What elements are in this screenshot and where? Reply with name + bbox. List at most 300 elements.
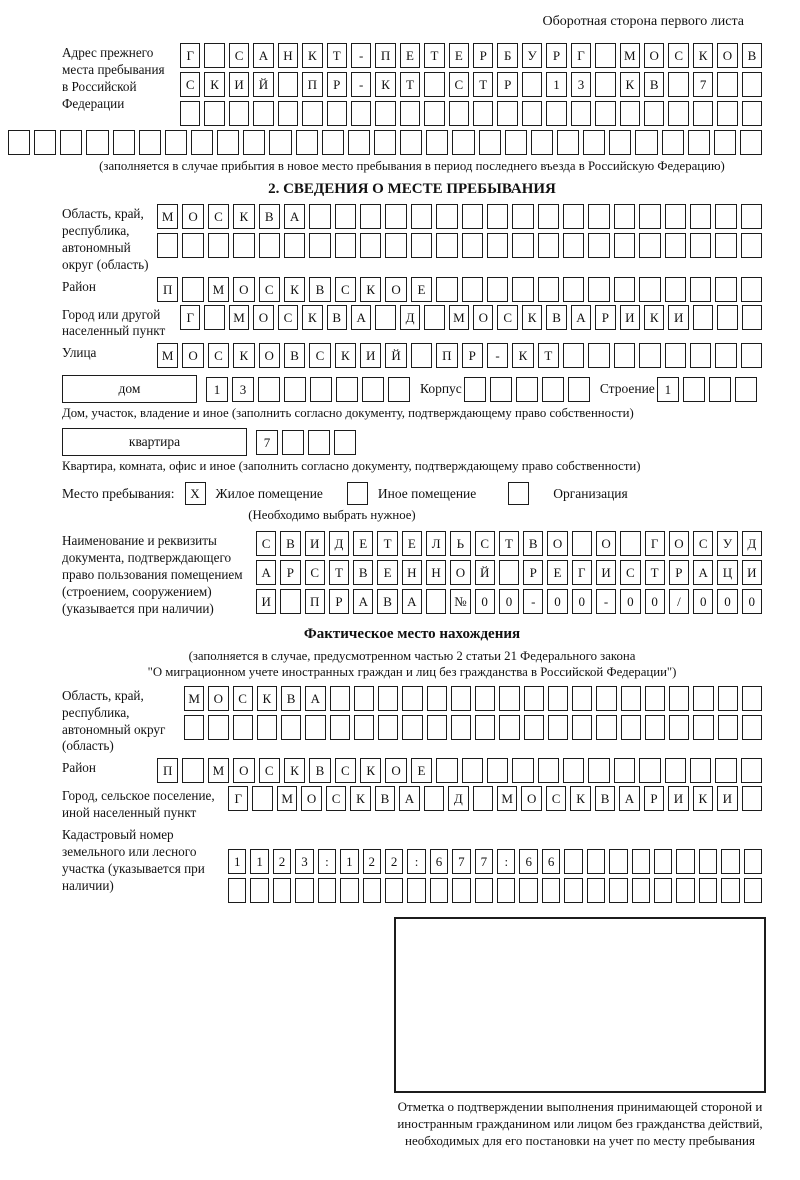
char-box[interactable]: О: [208, 686, 228, 711]
char-box[interactable]: О: [547, 531, 567, 556]
char-box[interactable]: [542, 377, 564, 402]
char-box[interactable]: С: [229, 43, 249, 68]
char-box[interactable]: 3: [295, 849, 313, 874]
char-box[interactable]: С: [259, 277, 280, 302]
char-box[interactable]: [257, 715, 277, 740]
char-box[interactable]: [571, 101, 591, 126]
char-box[interactable]: [654, 878, 672, 903]
char-box[interactable]: [385, 204, 406, 229]
char-box[interactable]: 0: [645, 589, 665, 614]
char-box[interactable]: 0: [717, 589, 737, 614]
char-box[interactable]: 2: [363, 849, 381, 874]
char-box[interactable]: [614, 233, 635, 258]
char-box[interactable]: [259, 233, 280, 258]
char-box[interactable]: [243, 130, 265, 155]
char-box[interactable]: [233, 715, 253, 740]
char-box[interactable]: О: [669, 531, 689, 556]
char-box[interactable]: [302, 101, 322, 126]
char-box[interactable]: В: [377, 589, 397, 614]
char-box[interactable]: [568, 377, 590, 402]
char-box[interactable]: [721, 878, 739, 903]
char-box[interactable]: [388, 377, 410, 402]
char-box[interactable]: С: [208, 343, 229, 368]
char-box[interactable]: К: [360, 758, 381, 783]
char-box[interactable]: [635, 130, 657, 155]
char-box[interactable]: [563, 233, 584, 258]
char-box[interactable]: [233, 233, 254, 258]
char-box[interactable]: [451, 686, 471, 711]
char-box[interactable]: В: [259, 204, 280, 229]
char-box[interactable]: К: [284, 758, 305, 783]
char-box[interactable]: И: [620, 305, 640, 330]
char-box[interactable]: А: [353, 589, 373, 614]
char-box[interactable]: Г: [572, 560, 592, 585]
char-box[interactable]: [139, 130, 161, 155]
char-box[interactable]: П: [302, 72, 322, 97]
char-box[interactable]: [715, 758, 736, 783]
char-box[interactable]: [402, 686, 422, 711]
char-box[interactable]: М: [208, 758, 229, 783]
char-box[interactable]: [487, 233, 508, 258]
char-box[interactable]: [690, 758, 711, 783]
char-box[interactable]: [499, 715, 519, 740]
char-box[interactable]: К: [284, 277, 305, 302]
char-box[interactable]: 1: [546, 72, 566, 97]
char-box[interactable]: Е: [547, 560, 567, 585]
char-box[interactable]: [360, 204, 381, 229]
char-box[interactable]: [639, 758, 660, 783]
char-box[interactable]: М: [157, 343, 178, 368]
char-box[interactable]: [208, 233, 229, 258]
char-box[interactable]: С: [449, 72, 469, 97]
char-box[interactable]: Й: [385, 343, 406, 368]
char-box[interactable]: [424, 72, 444, 97]
char-box[interactable]: 6: [430, 849, 448, 874]
char-box[interactable]: [512, 758, 533, 783]
char-box[interactable]: [487, 758, 508, 783]
char-box[interactable]: 7: [475, 849, 493, 874]
char-box[interactable]: С: [233, 686, 253, 711]
char-box[interactable]: С: [475, 531, 495, 556]
char-box[interactable]: 0: [693, 589, 713, 614]
char-box[interactable]: [596, 686, 616, 711]
char-box[interactable]: [516, 377, 538, 402]
char-box[interactable]: [354, 686, 374, 711]
char-box[interactable]: [690, 343, 711, 368]
char-box[interactable]: [385, 233, 406, 258]
char-box[interactable]: [546, 101, 566, 126]
char-box[interactable]: [665, 233, 686, 258]
char-box[interactable]: Е: [353, 531, 373, 556]
char-box[interactable]: О: [385, 758, 406, 783]
char-box[interactable]: О: [233, 277, 254, 302]
char-box[interactable]: [632, 878, 650, 903]
char-box[interactable]: [614, 343, 635, 368]
stay-type-checkbox-other[interactable]: [347, 482, 368, 505]
char-box[interactable]: Т: [645, 560, 665, 585]
char-box[interactable]: [335, 233, 356, 258]
char-box[interactable]: Е: [402, 531, 422, 556]
char-box[interactable]: М: [229, 305, 249, 330]
char-box[interactable]: В: [353, 560, 373, 585]
char-box[interactable]: А: [253, 43, 273, 68]
char-box[interactable]: Е: [400, 43, 420, 68]
char-box[interactable]: В: [284, 343, 305, 368]
char-box[interactable]: У: [522, 43, 542, 68]
char-box[interactable]: К: [693, 786, 713, 811]
char-box[interactable]: [499, 686, 519, 711]
char-box[interactable]: [538, 758, 559, 783]
char-box[interactable]: [182, 233, 203, 258]
char-box[interactable]: [614, 277, 635, 302]
char-box[interactable]: [427, 715, 447, 740]
char-box[interactable]: [688, 130, 710, 155]
char-box[interactable]: Н: [426, 560, 446, 585]
char-box[interactable]: Н: [402, 560, 422, 585]
char-box[interactable]: [524, 715, 544, 740]
char-box[interactable]: -: [351, 72, 371, 97]
char-box[interactable]: [318, 878, 336, 903]
char-box[interactable]: [665, 343, 686, 368]
char-box[interactable]: Р: [327, 72, 347, 97]
char-box[interactable]: [360, 233, 381, 258]
char-box[interactable]: [487, 277, 508, 302]
char-box[interactable]: Е: [377, 560, 397, 585]
char-box[interactable]: [182, 277, 203, 302]
char-box[interactable]: Р: [462, 343, 483, 368]
char-box[interactable]: 6: [519, 849, 537, 874]
char-box[interactable]: [296, 130, 318, 155]
char-box[interactable]: [335, 204, 356, 229]
char-box[interactable]: [351, 101, 371, 126]
char-box[interactable]: [718, 686, 738, 711]
char-box[interactable]: О: [233, 758, 254, 783]
char-box[interactable]: К: [302, 305, 322, 330]
char-box[interactable]: М: [497, 786, 517, 811]
char-box[interactable]: [180, 101, 200, 126]
char-box[interactable]: [639, 204, 660, 229]
char-box[interactable]: Т: [400, 72, 420, 97]
char-box[interactable]: 3: [232, 377, 254, 402]
char-box[interactable]: [436, 204, 457, 229]
char-box[interactable]: А: [305, 686, 325, 711]
char-box[interactable]: 0: [620, 589, 640, 614]
char-box[interactable]: [665, 758, 686, 783]
char-box[interactable]: М: [620, 43, 640, 68]
char-box[interactable]: Н: [278, 43, 298, 68]
char-box[interactable]: [475, 715, 495, 740]
char-box[interactable]: К: [375, 72, 395, 97]
char-box[interactable]: Т: [329, 560, 349, 585]
char-box[interactable]: О: [473, 305, 493, 330]
char-box[interactable]: П: [375, 43, 395, 68]
char-box[interactable]: М: [449, 305, 469, 330]
char-box[interactable]: [182, 758, 203, 783]
char-box[interactable]: [721, 849, 739, 874]
char-box[interactable]: [436, 233, 457, 258]
char-box[interactable]: [621, 686, 641, 711]
char-box[interactable]: [204, 43, 224, 68]
char-box[interactable]: [718, 715, 738, 740]
char-box[interactable]: [378, 715, 398, 740]
char-box[interactable]: И: [229, 72, 249, 97]
char-box[interactable]: [531, 130, 553, 155]
char-box[interactable]: [217, 130, 239, 155]
char-box[interactable]: В: [523, 531, 543, 556]
char-box[interactable]: [557, 130, 579, 155]
char-box[interactable]: [34, 130, 56, 155]
char-box[interactable]: [348, 130, 370, 155]
char-box[interactable]: О: [182, 204, 203, 229]
char-box[interactable]: [252, 786, 272, 811]
char-box[interactable]: В: [742, 43, 762, 68]
char-box[interactable]: К: [233, 343, 254, 368]
char-box[interactable]: [563, 204, 584, 229]
char-box[interactable]: [693, 305, 713, 330]
char-box[interactable]: [208, 715, 228, 740]
char-box[interactable]: В: [644, 72, 664, 97]
char-box[interactable]: К: [570, 786, 590, 811]
char-box[interactable]: [427, 686, 447, 711]
char-box[interactable]: [563, 758, 584, 783]
char-box[interactable]: [165, 130, 187, 155]
char-box[interactable]: [449, 101, 469, 126]
char-box[interactable]: И: [305, 531, 325, 556]
char-box[interactable]: Р: [669, 560, 689, 585]
char-box[interactable]: [375, 305, 395, 330]
char-box[interactable]: [742, 686, 762, 711]
char-box[interactable]: [452, 878, 470, 903]
char-box[interactable]: [305, 715, 325, 740]
char-box[interactable]: И: [596, 560, 616, 585]
char-box[interactable]: 2: [385, 849, 403, 874]
char-box[interactable]: К: [204, 72, 224, 97]
char-box[interactable]: [462, 758, 483, 783]
char-box[interactable]: [538, 277, 559, 302]
char-box[interactable]: [473, 101, 493, 126]
char-box[interactable]: [742, 101, 762, 126]
char-box[interactable]: Р: [595, 305, 615, 330]
char-box[interactable]: [572, 686, 592, 711]
char-box[interactable]: [654, 849, 672, 874]
char-box[interactable]: [258, 377, 280, 402]
char-box[interactable]: [462, 204, 483, 229]
char-box[interactable]: [693, 686, 713, 711]
char-box[interactable]: И: [668, 305, 688, 330]
char-box[interactable]: К: [644, 305, 664, 330]
char-box[interactable]: [8, 130, 30, 155]
char-box[interactable]: [229, 101, 249, 126]
char-box[interactable]: [669, 715, 689, 740]
char-box[interactable]: М: [208, 277, 229, 302]
char-box[interactable]: [690, 204, 711, 229]
char-box[interactable]: [184, 715, 204, 740]
char-box[interactable]: [284, 233, 305, 258]
char-box[interactable]: 0: [742, 589, 762, 614]
char-box[interactable]: К: [693, 43, 713, 68]
char-box[interactable]: Т: [538, 343, 559, 368]
char-box[interactable]: [742, 72, 762, 97]
char-box[interactable]: -: [596, 589, 616, 614]
char-box[interactable]: [282, 430, 304, 455]
char-box[interactable]: О: [182, 343, 203, 368]
char-box[interactable]: К: [350, 786, 370, 811]
char-box[interactable]: Р: [497, 72, 517, 97]
char-box[interactable]: [639, 277, 660, 302]
char-box[interactable]: [273, 878, 291, 903]
char-box[interactable]: [572, 715, 592, 740]
char-box[interactable]: А: [571, 305, 591, 330]
char-box[interactable]: А: [693, 560, 713, 585]
char-box[interactable]: С: [335, 277, 356, 302]
char-box[interactable]: К: [360, 277, 381, 302]
char-box[interactable]: Й: [253, 72, 273, 97]
char-box[interactable]: [436, 758, 457, 783]
char-box[interactable]: [742, 786, 762, 811]
char-box[interactable]: В: [281, 686, 301, 711]
char-box[interactable]: [362, 377, 384, 402]
char-box[interactable]: №: [450, 589, 470, 614]
char-box[interactable]: 6: [542, 849, 560, 874]
char-box[interactable]: К: [302, 43, 322, 68]
char-box[interactable]: И: [256, 589, 276, 614]
stay-type-checkbox-residential[interactable]: X: [185, 482, 206, 505]
char-box[interactable]: Е: [411, 758, 432, 783]
char-box[interactable]: [717, 305, 737, 330]
char-box[interactable]: -: [487, 343, 508, 368]
char-box[interactable]: [548, 715, 568, 740]
char-box[interactable]: Ц: [717, 560, 737, 585]
char-box[interactable]: [462, 233, 483, 258]
char-box[interactable]: А: [399, 786, 419, 811]
char-box[interactable]: Р: [644, 786, 664, 811]
char-box[interactable]: [280, 589, 300, 614]
char-box[interactable]: [735, 377, 757, 402]
char-box[interactable]: [281, 715, 301, 740]
char-box[interactable]: [354, 715, 374, 740]
char-box[interactable]: -: [351, 43, 371, 68]
char-box[interactable]: [717, 72, 737, 97]
char-box[interactable]: [436, 277, 457, 302]
char-box[interactable]: [497, 101, 517, 126]
char-box[interactable]: [512, 204, 533, 229]
char-box[interactable]: 1: [250, 849, 268, 874]
char-box[interactable]: [683, 377, 705, 402]
char-box[interactable]: С: [335, 758, 356, 783]
char-box[interactable]: [538, 233, 559, 258]
char-box[interactable]: [497, 878, 515, 903]
char-box[interactable]: М: [157, 204, 178, 229]
char-box[interactable]: О: [717, 43, 737, 68]
char-box[interactable]: [452, 130, 474, 155]
char-box[interactable]: Д: [742, 531, 762, 556]
char-box[interactable]: [588, 343, 609, 368]
char-box[interactable]: [644, 101, 664, 126]
char-box[interactable]: [487, 204, 508, 229]
char-box[interactable]: [378, 686, 398, 711]
char-box[interactable]: [512, 233, 533, 258]
char-box[interactable]: [709, 377, 731, 402]
char-box[interactable]: 1: [657, 377, 679, 402]
char-box[interactable]: [693, 101, 713, 126]
char-box[interactable]: П: [305, 589, 325, 614]
char-box[interactable]: С: [259, 758, 280, 783]
char-box[interactable]: [490, 377, 512, 402]
char-box[interactable]: С: [693, 531, 713, 556]
char-box[interactable]: /: [669, 589, 689, 614]
char-box[interactable]: Г: [571, 43, 591, 68]
char-box[interactable]: С: [309, 343, 330, 368]
char-box[interactable]: [295, 878, 313, 903]
char-box[interactable]: [665, 277, 686, 302]
char-box[interactable]: [564, 878, 582, 903]
char-box[interactable]: [715, 233, 736, 258]
char-box[interactable]: Р: [546, 43, 566, 68]
char-box[interactable]: [588, 233, 609, 258]
char-box[interactable]: [741, 277, 762, 302]
char-box[interactable]: [690, 277, 711, 302]
char-box[interactable]: 0: [499, 589, 519, 614]
char-box[interactable]: У: [717, 531, 737, 556]
char-box[interactable]: [309, 233, 330, 258]
char-box[interactable]: Е: [411, 277, 432, 302]
char-box[interactable]: [411, 233, 432, 258]
char-box[interactable]: [330, 686, 350, 711]
char-box[interactable]: [668, 101, 688, 126]
char-box[interactable]: [204, 305, 224, 330]
char-box[interactable]: Р: [473, 43, 493, 68]
char-box[interactable]: [744, 849, 762, 874]
char-box[interactable]: [572, 531, 592, 556]
char-box[interactable]: [462, 277, 483, 302]
char-box[interactable]: [334, 430, 356, 455]
char-box[interactable]: С: [208, 204, 229, 229]
char-box[interactable]: [742, 715, 762, 740]
char-box[interactable]: [475, 878, 493, 903]
char-box[interactable]: А: [284, 204, 305, 229]
char-box[interactable]: Р: [280, 560, 300, 585]
char-box[interactable]: [499, 560, 519, 585]
char-box[interactable]: [614, 204, 635, 229]
char-box[interactable]: И: [717, 786, 737, 811]
char-box[interactable]: [479, 130, 501, 155]
char-box[interactable]: [645, 715, 665, 740]
char-box[interactable]: С: [620, 560, 640, 585]
char-box[interactable]: [336, 377, 358, 402]
char-box[interactable]: Т: [473, 72, 493, 97]
char-box[interactable]: А: [402, 589, 422, 614]
char-box[interactable]: Г: [180, 305, 200, 330]
char-box[interactable]: [741, 233, 762, 258]
char-box[interactable]: О: [596, 531, 616, 556]
char-box[interactable]: В: [595, 786, 615, 811]
char-box[interactable]: [475, 686, 495, 711]
char-box[interactable]: [588, 758, 609, 783]
char-box[interactable]: [693, 715, 713, 740]
char-box[interactable]: [430, 878, 448, 903]
char-box[interactable]: [741, 758, 762, 783]
char-box[interactable]: [621, 715, 641, 740]
char-box[interactable]: [330, 715, 350, 740]
char-box[interactable]: [519, 878, 537, 903]
char-box[interactable]: П: [436, 343, 457, 368]
char-box[interactable]: [400, 130, 422, 155]
char-box[interactable]: [407, 878, 425, 903]
char-box[interactable]: [522, 72, 542, 97]
char-box[interactable]: [614, 758, 635, 783]
char-box[interactable]: О: [385, 277, 406, 302]
char-box[interactable]: [645, 686, 665, 711]
